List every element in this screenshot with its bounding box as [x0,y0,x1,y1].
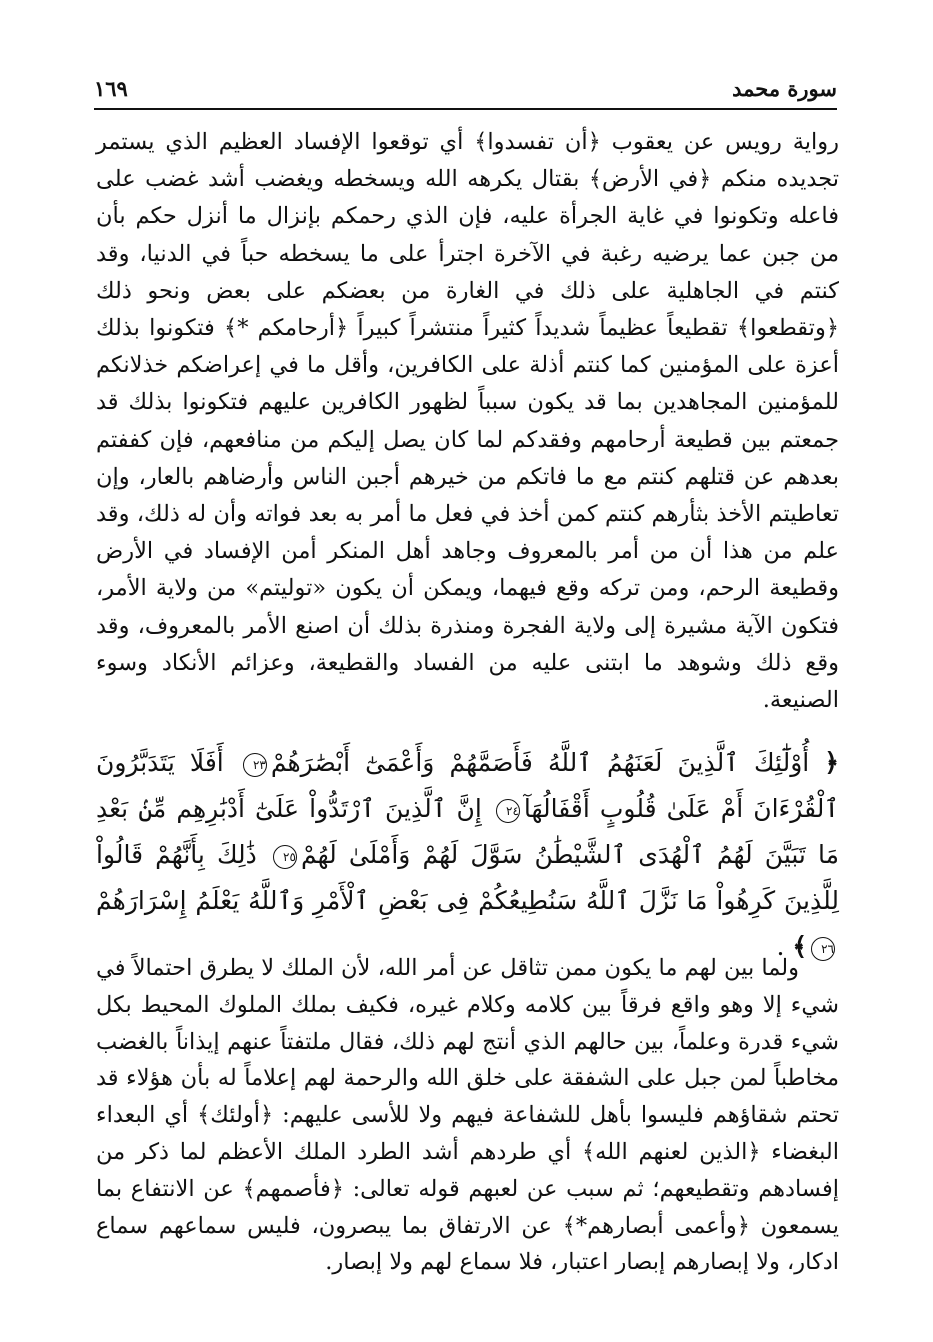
header-divider [94,108,837,110]
surah-title: سورة محمد [732,76,837,101]
verse-26: ذَٰلِكَ بِأَنَّهُمْ قَالُواْ لِلَّذِينَ كَرِهُواْ مَا نَزَّلَ ٱللَّهُ سَنُطِيعُكُمْ فِى بَعْضِ ٱلْأَمْرِ وَٱللَّهُ يَعْلَمُ إِسْرَارَهُمْ [96,840,839,915]
commentary-paragraph-1: رواية رويس عن يعقوب ﴿أن تفسدوا﴾ أي توقعوا الإفساد العظيم الذي يستمر تجديده منكم ﴿في الأرض﴾ بقتال يكرهه الله ويسخطه ويغضب أشد غضب على فاعله وتكونوا في غاية الجرأة عليه، فإن الذي رحمكم بإنزال ما أنزل حكم بأن من جبن عما يرضيه رغبة في الآخرة اجترأ على ما يسخطه حباً في الدنيا، وقد كنتم في الجاهلية على ذلك في الغارة من بعضكم على بعض ونحو ذلك ﴿وتقطعوا﴾ تقطيعاً عظيماً شديداً كثيراً منتشراً كبيراً ﴿أرحامكم *﴾ فتكونوا بذلك أعزة على المؤمنين كما كنتم أذلة على الكافرين، وأقل ما في إعراضكم خذلانكم للمؤمنين المجاهدين بما قد يكون سبباً لظهور الكافرين عليهم فتكونوا بذلك قد جمعتم بين قطيعة أرحامهم وفقدكم لما كان يصل إليكم من منافعهم، فإن كففتم بعدهم عن قتلهم كنتم مع ما فاتكم من خيرهم أجبن الناس وأرضاهم بالعار، وإن تعاطيتم الأخذ بثأرهم كنتم كمن أخذ في فعل ما أمر به بعد فواته وأن له ذلك، وقد علم من هذا أن من أمر بالمعروف وجاهد أهل المنكر أمن الإفساد في الأرض وقطيعة الرحم، ومن تركه وقع فيهما، ويمكن أن يكون «توليتم» من ولاية الأمر، فتكون الآية مشيرة إلى ولاية الفجرة ومنذرة بذلك أن اصنع الأمر بالمعروف، وقد وقع ذلك وشوهد ما ابتنى عليه من الفساد والقطيعة، وعزائم الأنكاد وسوء الصنيعة. [96,129,839,714]
verse-24: أَفَلَا يَتَدَبَّرُونَ ٱلْقُرْءَانَ أَمْ عَلَىٰ قُلُوبٍ أَقْفَالُهَآ [96,748,840,823]
ayah-number-23: ٢٣ [243,753,267,777]
verse-25: إِنَّ ٱلَّذِينَ ٱرْتَدُّواْ عَلَىٰٓ أَدْبَٰرِهِم مِّنۢ بَعْدِ مَا تَبَيَّنَ لَهُمُ ٱلْهُدَى ٱلشَّيْطَٰنُ سَوَّلَ لَهُمْ وَأَمْلَىٰ لَهُمْ [96,794,839,869]
ayah-number-26: ٢٦ [811,937,835,961]
commentary-paragraph-2-text: ولما بين لهم ما يكون ممن تثاقل عن أمر الله، لأن الملك لا يطرق احتمالاً في شيء إلا وهو واقع فرقاً بين كلامه وكلام غيره، فكيف بملك الملوك المحيط بكل شيء قدرة وعلماً، بين حالهم الذي أنتج لهم ذلك، فقال ملتفتاً عنهم إيذاناً بالغضب مخاطباً لمن جبل على الشفقة على خلق الله والرحمة لهم إعلاماً له بأن هؤلاء قد تحتم شقاؤهم فليسوا بأهل للشفاعة فيهم ولا للأسى عليهم: ﴿أولئك﴾ أي البعداء البغضاء ﴿الذين لعنهم الله﴾ أي طردهم أشد الطرد الملك الأعظم لما ذكر من إفسادهم وتقطيعهم؛ ثم سبب عن لعبهم قوله تعالى: ﴿فأصمهم﴾ عن الانتفاع بما يسمعون ﴿وأعمى أبصارهم*﴾ عن الارتفاق بما يبصرون، فليس سماعهم سماع ادكار، ولا إبصارهم إبصار اعتبار، فلا سماع لهم ولا إبصار. [96,955,839,1276]
verse-close-bracket: ﴾ [792,932,807,961]
commentary-paragraph-2 [96,950,839,1281]
page-number: ١٦٩ [94,76,128,101]
verse-open-bracket: ﴿ [824,748,839,777]
ayah-number-24: ٢٤ [496,799,520,823]
ayah-number-25: ٢٥ [273,845,297,869]
verses-end-mark: . [776,932,785,961]
quran-verses-block [96,740,839,970]
page-header [94,72,837,104]
verse-23: أُوْلَٰٓئِكَ ٱلَّذِينَ لَعَنَهُمُ ٱللَّهُ فَأَصَمَّهُمْ وَأَعْمَىٰٓ أَبْصَٰرَهُمْ [270,748,810,777]
